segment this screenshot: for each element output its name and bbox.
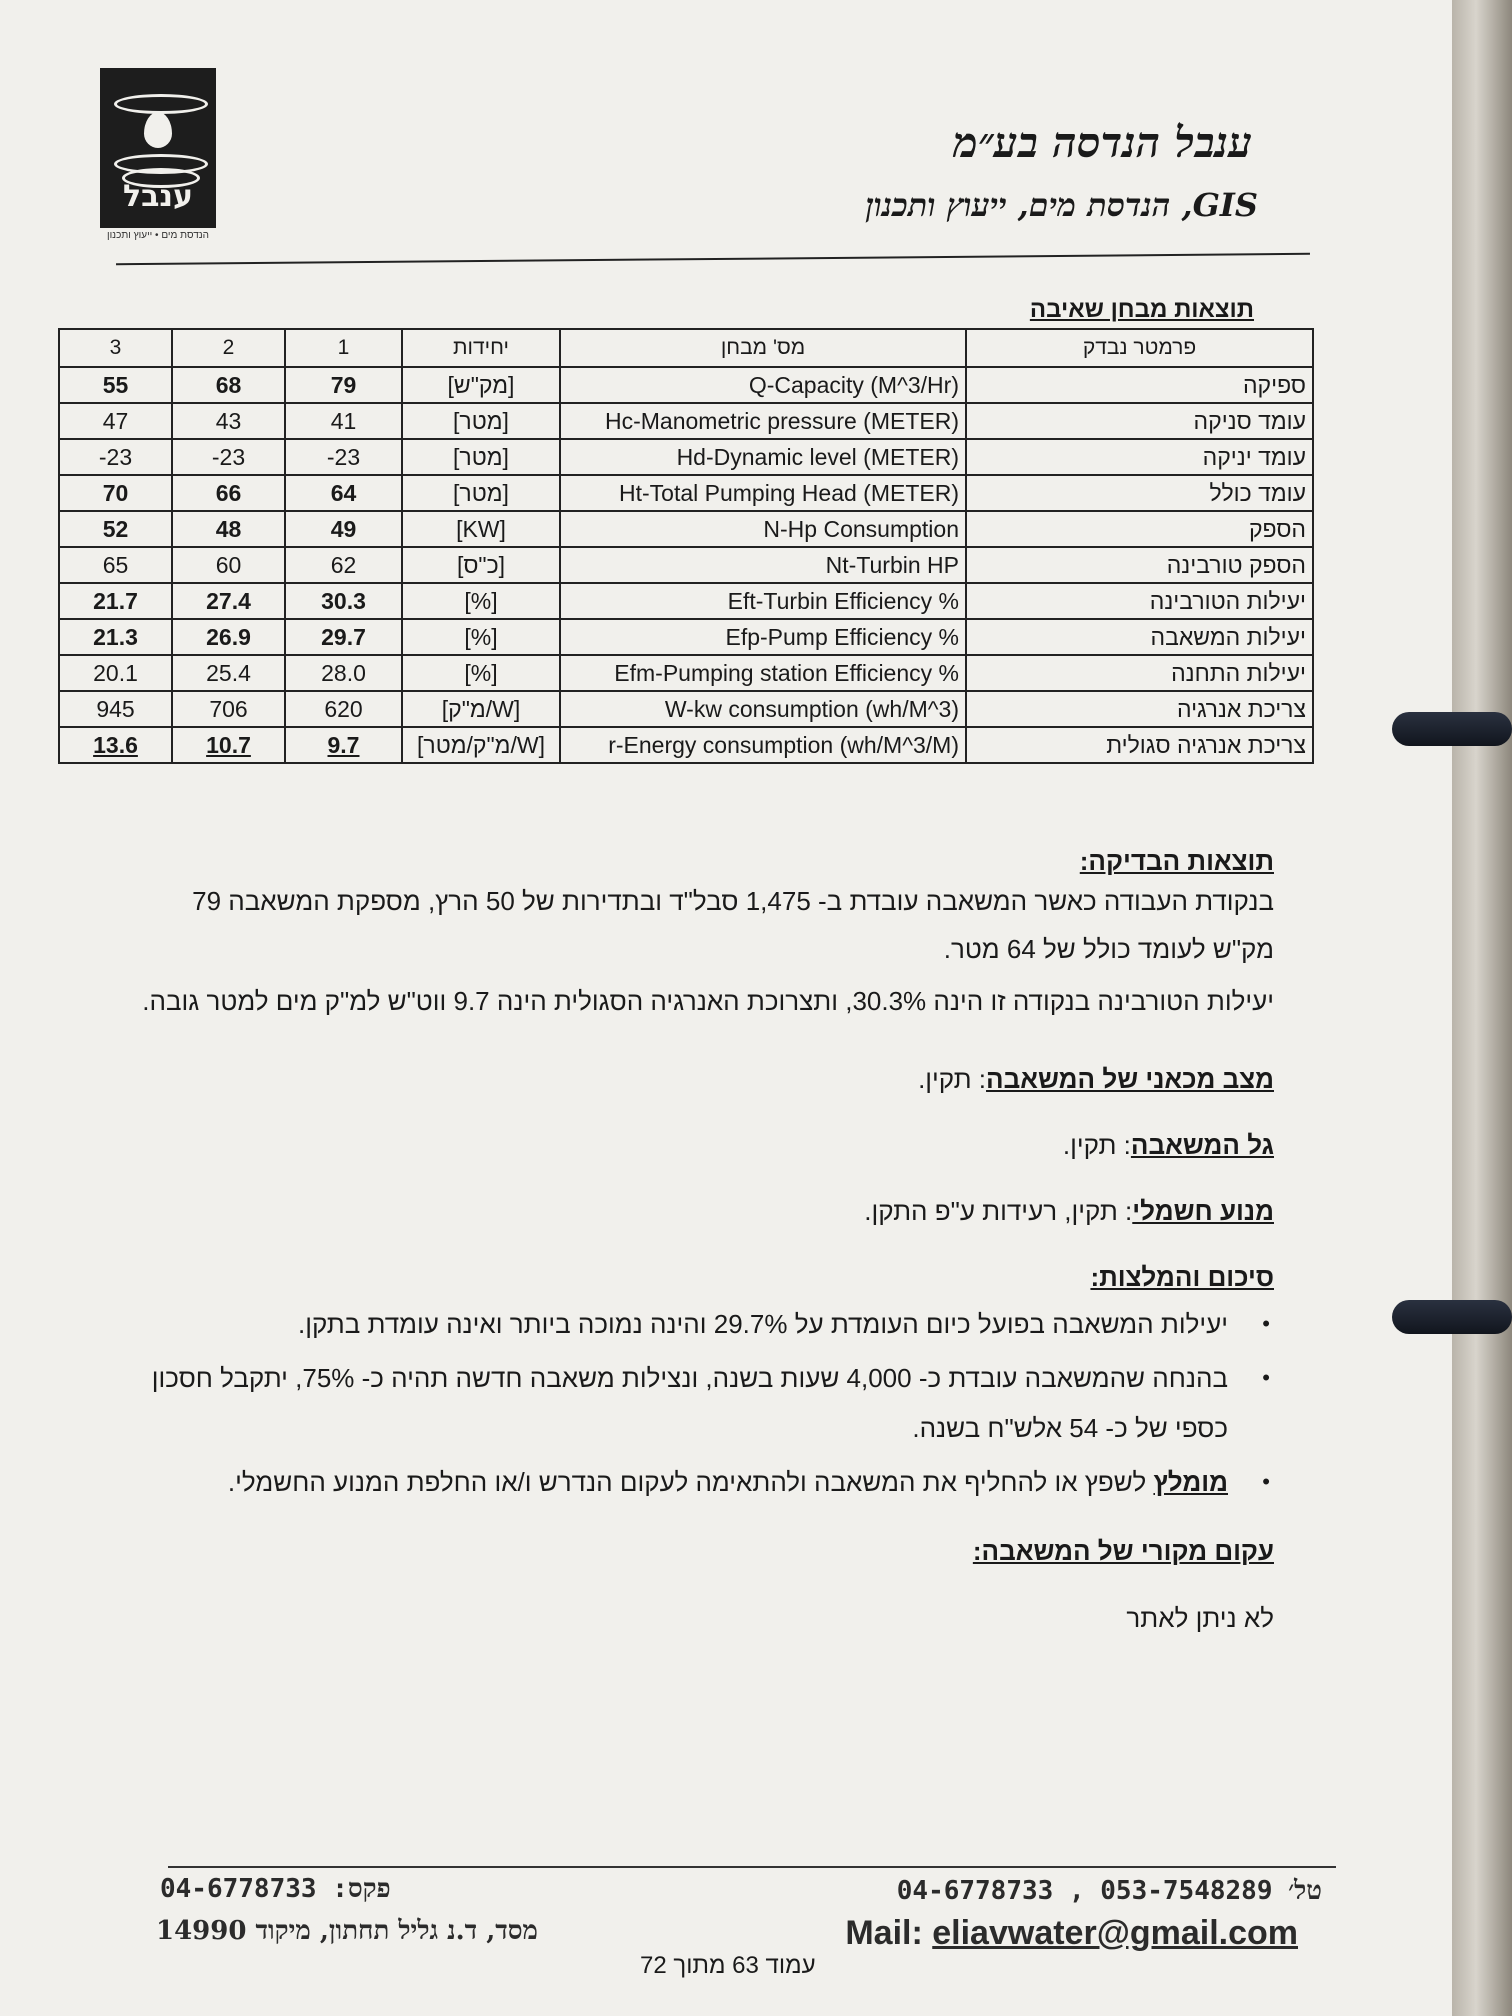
value-test-3: 65: [59, 547, 172, 583]
unit-cell: [%]: [402, 619, 560, 655]
mail-label: Mail:: [845, 1914, 933, 1952]
parameter-cell: הספק טורבינה: [966, 547, 1313, 583]
value-test-3: -23: [59, 439, 172, 475]
method-cell: Nt-Turbin HP: [560, 547, 966, 583]
value-test-2: 48: [172, 511, 285, 547]
value-test-1: 41: [285, 403, 402, 439]
unit-cell: [%]: [402, 583, 560, 619]
company-logo: [100, 68, 216, 246]
table-row: [59, 655, 1313, 691]
summary-item-text: בהנחה שהמשאבה עובדת כ- 4,000 שעות בשנה, ונצילות משאבה חדשה תהיה כ- 75%, יתקבל חסכון כספי של כ- 54 אלש"ח בשנה.: [151, 1363, 1228, 1443]
summary-item-text: יעילות המשאבה בפועל כיום העומדת על 29.7% והינה נמוכה ביותר ואינה עומדת בתקן.: [297, 1309, 1228, 1339]
footer-divider: [168, 1866, 1336, 1868]
header-test-no: מס' מבחן: [560, 329, 966, 367]
unit-cell: [מטר]: [402, 475, 560, 511]
table-header-row: [59, 329, 1313, 367]
value-test-1: 64: [285, 475, 402, 511]
parameter-cell: יעילות התחנה: [966, 655, 1313, 691]
value-test-2: 68: [172, 367, 285, 403]
results-line-1: בנקודת העבודה כאשר המשאבה עובדת ב- 1,475 סבל"ד ובתדירות של 50 הרץ, מספקת המשאבה 79: [192, 886, 1274, 916]
method-cell: Hd-Dynamic level (METER): [560, 439, 966, 475]
unit-cell: [מטר]: [402, 439, 560, 475]
results-line-3: יעילות הטורבינה בנקודה זו הינה 30.3%, ותצרוכת האנרגיה הסגולית הינה 9.7 ווט"ש למ"ק מים למטר גובה.: [142, 986, 1274, 1016]
table-row: [59, 475, 1313, 511]
unit-cell: [מק"ש]: [402, 367, 560, 403]
footer-mail: [845, 1914, 1298, 1953]
mechanical-status-label: מצב מכאני של המשאבה: [986, 1064, 1274, 1094]
method-cell: Q-Capacity (M^3/Hr): [560, 367, 966, 403]
shaft-status-label: גל המשאבה: [1130, 1130, 1274, 1160]
parameter-cell: יעילות המשאבה: [966, 619, 1313, 655]
header-test-3: 3: [59, 329, 172, 367]
parameter-cell: יעילות הטורבינה: [966, 583, 1313, 619]
table-row: [59, 511, 1313, 547]
table-row: [59, 727, 1313, 763]
binder-ring-icon: [1392, 712, 1512, 746]
binder-ring-icon: [1392, 1300, 1512, 1334]
value-test-1: -23: [285, 439, 402, 475]
value-test-3: 52: [59, 511, 172, 547]
value-test-1: 9.7: [285, 727, 402, 763]
method-cell: N-Hp Consumption: [560, 511, 966, 547]
bullet-icon: •: [1262, 1469, 1270, 1494]
unit-cell: [KW]: [402, 511, 560, 547]
value-test-2: 43: [172, 403, 285, 439]
value-test-3: 20.1: [59, 655, 172, 691]
summary-title: סיכום והמלצות:: [1090, 1262, 1274, 1292]
value-test-2: 66: [172, 475, 285, 511]
company-name: ענבל הנדסה בע״מ: [952, 118, 1252, 167]
original-curve-title: עקום מקורי של המשאבה:: [972, 1536, 1274, 1566]
logo-text: ענבל: [122, 179, 194, 214]
value-test-3: 21.7: [59, 583, 172, 619]
original-curve-section: [973, 1536, 1274, 1634]
motor-status-label: מנוע חשמלי: [1132, 1196, 1274, 1226]
table-row: [59, 403, 1313, 439]
table-row: [59, 583, 1313, 619]
value-test-1: 62: [285, 547, 402, 583]
method-cell: Ht-Total Pumping Head (METER): [560, 475, 966, 511]
logo-tagline: הנדסת מים • ייעוץ ותכנון: [106, 230, 209, 241]
value-test-1: 49: [285, 511, 402, 547]
method-cell: Efp-Pump Efficiency %: [560, 619, 966, 655]
unit-cell: [W/מ"ק/מטר]: [402, 727, 560, 763]
mechanical-status-value: : תקין.: [918, 1064, 987, 1094]
value-test-2: 706: [172, 691, 285, 727]
value-test-3: 945: [59, 691, 172, 727]
table-title: תוצאות מבחן שאיבה: [1029, 296, 1254, 323]
unit-cell: [%]: [402, 655, 560, 691]
original-curve-text: לא ניתן לאתר: [1126, 1603, 1274, 1633]
parameter-cell: עומד כולל: [966, 475, 1313, 511]
value-test-2: 25.4: [172, 655, 285, 691]
table-row: [59, 619, 1313, 655]
parameter-cell: צריכת אנרגיה: [966, 691, 1313, 727]
value-test-3: 70: [59, 475, 172, 511]
method-cell: r-Energy consumption (wh/M^3/M): [560, 727, 966, 763]
summary-item-3: [124, 1457, 1274, 1507]
summary-item-2: [124, 1353, 1274, 1453]
value-test-3: 47: [59, 403, 172, 439]
summary-item-text: לשפץ או להחליף את המשאבה ולהתאימה לעקום הנדרש ו/או החלפת המנוע החשמלי.: [227, 1467, 1154, 1497]
value-test-1: 30.3: [285, 583, 402, 619]
value-test-1: 620: [285, 691, 402, 727]
shaft-status-value: : תקין.: [1062, 1130, 1131, 1160]
motor-status-value: : תקין, רעידות ע"פ התקן.: [864, 1196, 1133, 1226]
mechanical-status: [918, 1064, 1274, 1095]
page-number: עמוד 63 מתוך 72: [640, 1952, 816, 1979]
shaft-status: [1063, 1130, 1274, 1161]
table-row: [59, 367, 1313, 403]
company-subtitle: GIS, הנדסת מים, ייעוץ ותכנון: [865, 186, 1258, 224]
summary-section: [124, 1262, 1274, 1507]
method-cell: Efm-Pumping station Efficiency %: [560, 655, 966, 691]
value-test-3: 55: [59, 367, 172, 403]
footer-phone: טל׳ 053-7548289 , 04-6778733: [896, 1876, 1322, 1906]
value-test-3: 13.6: [59, 727, 172, 763]
header-test-2: 2: [172, 329, 285, 367]
value-test-2: 10.7: [172, 727, 285, 763]
header-test-1: 1: [285, 329, 402, 367]
method-cell: W-kw consumption (wh/M^3): [560, 691, 966, 727]
motor-status: [864, 1196, 1274, 1227]
footer-address: מסד, ד.נ גליל תחתון, מיקוד 14990: [156, 1916, 538, 1946]
value-test-2: 26.9: [172, 619, 285, 655]
bullet-icon: •: [1262, 1365, 1270, 1390]
header-units: יחידות: [402, 329, 560, 367]
parameter-cell: עומד יניקה: [966, 439, 1313, 475]
parameter-cell: הספק: [966, 511, 1313, 547]
unit-cell: [כ"ס]: [402, 547, 560, 583]
value-test-2: -23: [172, 439, 285, 475]
table-row: [59, 439, 1313, 475]
parameter-cell: צריכת אנרגיה סגולית: [966, 727, 1313, 763]
parameter-cell: עומד סניקה: [966, 403, 1313, 439]
method-cell: Hc-Manometric pressure (METER): [560, 403, 966, 439]
unit-cell: [W/מ"ק]: [402, 691, 560, 727]
method-cell: Eft-Turbin Efficiency %: [560, 583, 966, 619]
bullet-icon: •: [1262, 1311, 1270, 1336]
value-test-1: 28.0: [285, 655, 402, 691]
results-line-2: מק"ש לעומד כולל של 64 מטר.: [943, 934, 1274, 964]
water-drop-icon: [144, 112, 172, 148]
value-test-2: 60: [172, 547, 285, 583]
binder-edge: [1452, 0, 1512, 2016]
results-section: [124, 846, 1274, 1025]
table-row: [59, 691, 1313, 727]
value-test-1: 79: [285, 367, 402, 403]
parameter-cell: ספיקה: [966, 367, 1313, 403]
footer-fax: פקס: 04-6778733: [160, 1874, 391, 1904]
header-parameter: פרמטר נבדק: [966, 329, 1313, 367]
recommendation-lead: מומלץ: [1153, 1467, 1228, 1497]
value-test-1: 29.7: [285, 619, 402, 655]
summary-item-1: [124, 1299, 1274, 1349]
results-title: תוצאות הבדיקה:: [1079, 846, 1274, 876]
pump-test-table: [58, 328, 1314, 764]
table-row: [59, 547, 1313, 583]
value-test-3: 21.3: [59, 619, 172, 655]
value-test-2: 27.4: [172, 583, 285, 619]
unit-cell: [מטר]: [402, 403, 560, 439]
mail-address[interactable]: eliavwater@gmail.com: [932, 1914, 1298, 1952]
header-divider: [116, 253, 1310, 265]
